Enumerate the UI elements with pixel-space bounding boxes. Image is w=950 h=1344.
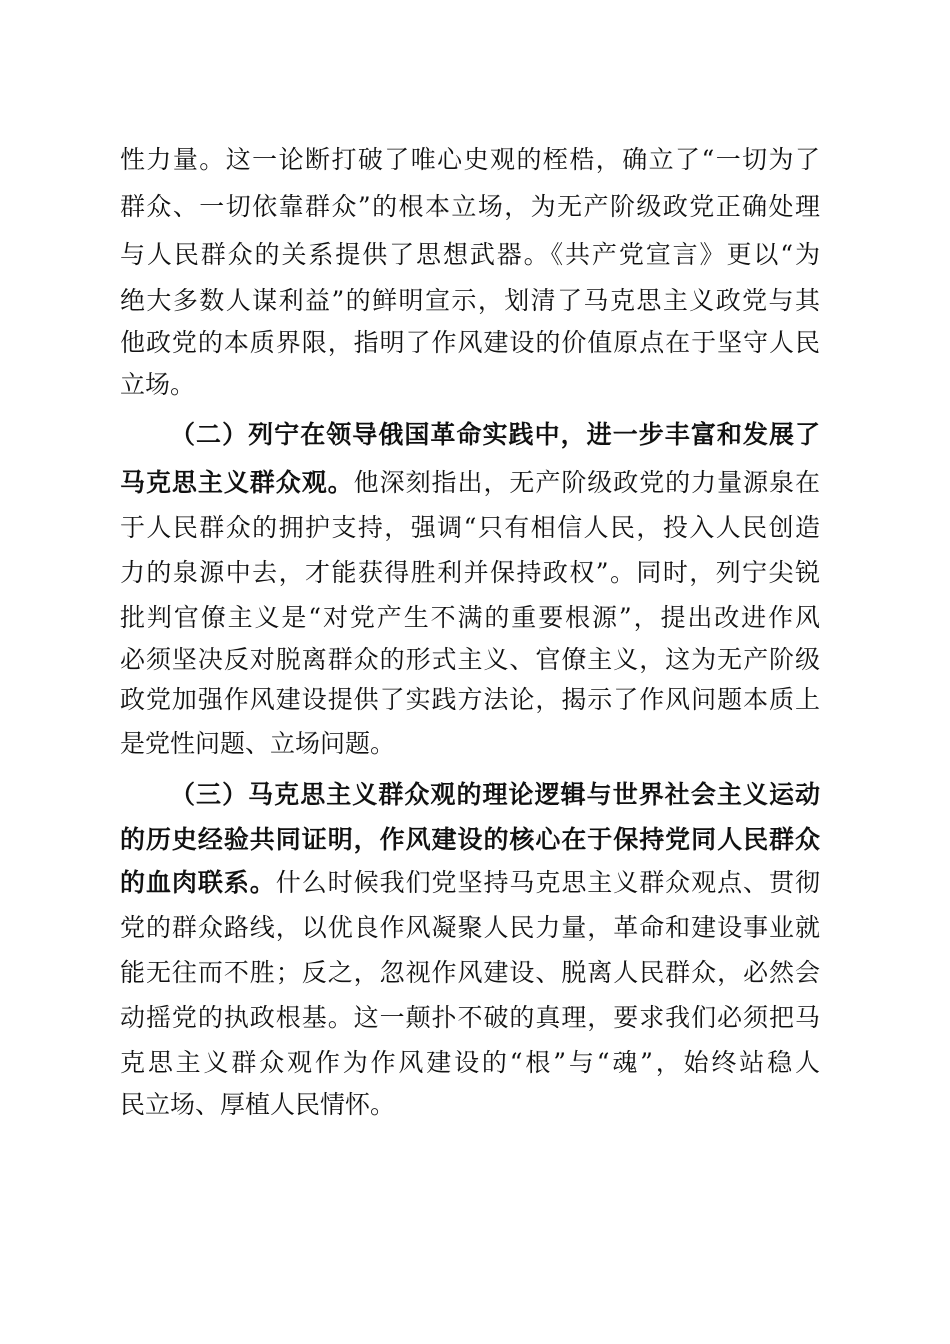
text-line: [120, 600, 820, 636]
text-line: [120, 682, 820, 718]
section-heading-3-end: 的血肉联系。: [120, 868, 276, 897]
text-line: [120, 1000, 820, 1036]
text-segment: 他政党的本质界限，指明了作风建设的价值原点在于坚守人民: [120, 328, 820, 357]
text-line: [120, 367, 820, 403]
text-segment: 与人民群众的关系提供了思想武器。《共产党宣言》更以“为: [120, 240, 820, 269]
text-line: [120, 1087, 820, 1123]
text-line: [120, 1045, 820, 1081]
text-segment: 他深刻指出，无产阶级政党的力量源泉在: [353, 468, 820, 497]
text-segment: 动摇党的执政根基。这一颠扑不破的真理，要求我们必须把马: [120, 1003, 820, 1032]
text-segment: 立场。: [120, 370, 196, 399]
text-line: [120, 865, 820, 901]
text-segment: 克思主义群众观作为作风建设的“根”与“魂”，始终站稳人: [120, 1048, 820, 1077]
text-segment: 绝大多数人谋利益”的鲜明宣示，划清了马克思主义政党与其: [120, 286, 820, 315]
text-segment: 民立场、厚植人民情怀。: [120, 1090, 396, 1119]
text-segment: 于人民群众的拥护支持，强调“只有相信人民，投入人民创造: [120, 513, 820, 542]
text-line: [120, 822, 820, 858]
text-line: [120, 325, 820, 361]
text-segment: 党的群众路线，以优良作风凝聚人民力量，革命和建设事业就: [120, 913, 820, 942]
text-line: [120, 555, 820, 591]
text-segment: 性力量。这一论断打破了唯心史观的桎梏，确立了“一切为了: [120, 145, 820, 174]
text-segment: 必须坚决反对脱离群众的形式主义、官僚主义，这为无产阶级: [120, 645, 820, 674]
text-segment: 群众、一切依靠群众”的根本立场，为无产阶级政党正确处理: [120, 192, 820, 221]
text-line: [170, 777, 820, 813]
text-line: [120, 465, 820, 501]
text-line: [120, 726, 820, 762]
text-line: [170, 417, 820, 453]
text-segment: 是党性问题、立场问题。: [120, 729, 396, 758]
text-line: [120, 189, 820, 225]
text-segment: 能无往而不胜；反之，忽视作风建设、脱离人民群众，必然会: [120, 958, 820, 987]
text-line: [120, 510, 820, 546]
text-segment: 批判官僚主义是“对党产生不满的重要根源”，提出改进作风: [120, 603, 820, 632]
text-line: [120, 955, 820, 991]
text-segment: 政党加强作风建设提供了实践方法论，揭示了作风问题本质上: [120, 685, 820, 714]
text-line: [120, 142, 820, 178]
section-heading-3: （三）马克思主义群众观的理论逻辑与世界社会主义运动: [170, 780, 820, 809]
section-heading-2-end: 马克思主义群众观。: [120, 468, 354, 497]
text-segment: 力的泉源中去，才能获得胜利并保持政权”。同时，列宁尖锐: [120, 558, 820, 587]
section-heading-2: （二）列宁在领导俄国革命实践中，进一步丰富和发展了: [170, 420, 820, 449]
text-line: [120, 910, 820, 946]
section-heading-3-cont: 的历史经验共同证明，作风建设的核心在于保持党同人民群众: [120, 825, 820, 854]
text-line: [120, 283, 820, 319]
text-line: [120, 237, 820, 273]
text-line: [120, 642, 820, 678]
text-segment: 什么时候我们党坚持马克思主义群众观点、贯彻: [275, 868, 820, 897]
